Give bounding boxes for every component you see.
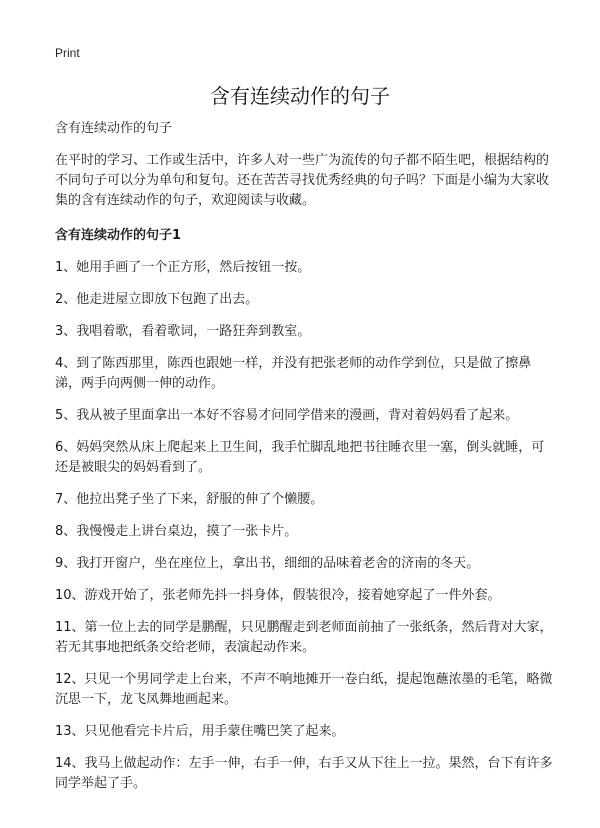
document-subtitle: 含有连续动作的句子 (55, 121, 173, 136)
list-item: 13、只见他看完卡片后，用手蒙住嘴巴笑了起来。 (55, 724, 345, 739)
list-item: 14、我马上做起动作：左手一伸，右手一伸，右手又从下往上一拉。果然，台下有许多同学举起了手。 (55, 756, 553, 791)
document-body (55, 119, 553, 806)
list-item: 6、妈妈突然从床上爬起来上卫生间，我手忙脚乱地把书往睡衣里一塞，倒头就睡，可还是被眼尖的妈妈看到了。 (55, 440, 545, 475)
list-item: 4、到了陈西那里，陈西也跟她一样，并没有把张老师的动作学到位，只是做了擦鼻涕，两手向两侧一伸的动作。 (55, 356, 532, 391)
page-title: 含有连续动作的句子 (210, 84, 390, 108)
list-item: 8、我慢慢走上讲台桌边，摸了一张卡片。 (55, 524, 298, 539)
list-item: 2、他走进屋立即放下包跑了出去。 (55, 292, 259, 307)
list-item: 11、第一位上去的同学是鹏醒，只见鹏醒走到老师面前抽了一张纸条，然后背对大家，若无其事地把纸条交给老师，表演起动作来。 (55, 620, 553, 655)
intro-paragraph: 在平时的学习、工作或生活中，许多人对一些广为流传的句子都不陌生吧，根据结构的不同句子可以分为单句和复句。还在苦苦寻找优秀经典的句子吗？下面是小编为大家收集的含有连续动作的句子，欢迎阅读与收藏。 (55, 153, 550, 208)
list-item: 10、游戏开始了，张老师先抖一抖身体，假装很冷，接着她穿起了一件外套。 (55, 588, 501, 603)
print-link[interactable]: Print (55, 46, 80, 60)
list-item: 9、我打开窗户，坐在座位上，拿出书，细细的品味着老舍的济南的冬天。 (55, 556, 480, 571)
list-item: 7、他拉出凳子坐了下来，舒服的伸了个懒腰。 (55, 492, 324, 507)
list-item: 5、我从被子里面拿出一本好不容易才问同学借来的漫画，背对着妈妈看了起来。 (55, 408, 519, 423)
list-item: 3、我唱着歌，看着歌词，一路狂奔到教室。 (55, 324, 311, 339)
list-item: 12、只见一个男同学走上台来，不声不响地摊开一卷白纸，提起饱蘸浓墨的毛笔，略微沉思一下，龙飞凤舞地画起来。 (55, 672, 553, 707)
section-heading: 含有连续动作的句子1 (55, 228, 182, 243)
list-item: 1、她用手画了一个正方形，然后按钮一按。 (55, 260, 311, 275)
